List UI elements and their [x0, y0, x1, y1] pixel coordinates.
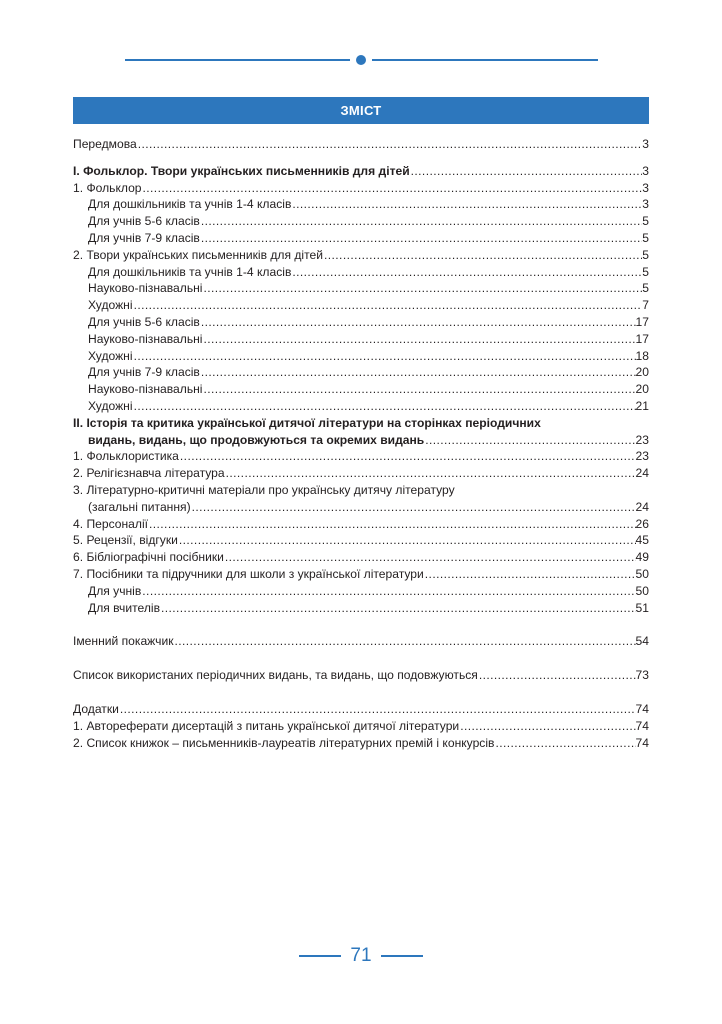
toc-entry[interactable]: Для дошкільників та учнів 1-4 класів ..... 5	[73, 264, 649, 281]
toc-entry-folklore[interactable]: 1. Фольклор ..... 3	[73, 180, 649, 197]
toc-entry[interactable]: 1. Фольклористика ..... 23	[73, 448, 649, 465]
toc-entry-periodicals[interactable]: Список використаних періодичних видань, та видань, що подовжуються ..... 73	[73, 667, 649, 684]
toc-entry[interactable]: 4. Персоналії ..... 26	[73, 516, 649, 533]
toc-entry-index[interactable]: Іменний покажчик ..... 54	[73, 633, 649, 650]
page-number: 71	[350, 945, 372, 966]
toc-entry[interactable]: Для учнів 5-6 класів ..... 17	[73, 314, 649, 331]
toc-entry[interactable]: Художні ..... 21	[73, 398, 649, 415]
contents-title-bar	[73, 97, 649, 124]
toc-entry[interactable]: Для учнів 7-9 класів ..... 5	[73, 230, 649, 247]
toc-section-1[interactable]: І. Фольклор. Твори українських письменників для дітей ..... 3	[73, 163, 649, 180]
toc-entry-preface[interactable]: Передмова ..... 3	[73, 136, 649, 153]
top-decorative-rule-right	[372, 59, 598, 61]
toc-entry[interactable]: Науково-пізнавальні ..... 5	[73, 280, 649, 297]
toc-entry[interactable]: Для учнів 5-6 класів ..... 5	[73, 213, 649, 230]
toc-entry[interactable]: Для вчителів ..... 51	[73, 600, 649, 617]
toc-entry[interactable]: 2. Список книжок – письменників-лауреатів літературних премій і конкурсів ..... 74	[73, 735, 649, 752]
toc-entry-appendix[interactable]: Додатки ..... 74	[73, 701, 649, 718]
toc-entry[interactable]: Для учнів 7-9 класів ..... 20	[73, 364, 649, 381]
footer-rule-right	[381, 955, 423, 957]
toc-entry[interactable]: (загальні питання) ..... 24	[73, 499, 649, 516]
toc-entry[interactable]: Науково-пізнавальні ..... 17	[73, 331, 649, 348]
top-decorative-dot	[356, 55, 366, 65]
toc-entry[interactable]: 2. Релігієзнавча література ..... 24	[73, 465, 649, 482]
toc-entry[interactable]: Художні ..... 7	[73, 297, 649, 314]
toc-entry[interactable]: 6. Бібліографічні посібники ..... 49	[73, 549, 649, 566]
toc-entry[interactable]: Для учнів ..... 50	[73, 583, 649, 600]
table-of-contents	[73, 136, 649, 751]
toc-entry[interactable]: 7. Посібники та підручники для школи з української літератури ..... 50	[73, 566, 649, 583]
toc-entry-works[interactable]: 2. Твори українських письменників для дітей ..... 5	[73, 247, 649, 264]
top-decorative-rule-left	[125, 59, 350, 61]
toc-entry-heading: 3. Літературно-критичні матеріали про українську дитячу літературу	[73, 482, 455, 497]
toc-entry[interactable]: 1. Автореферати дисертацій з питань української дитячої літератури ..... 74	[73, 718, 649, 735]
toc-section-2[interactable]: видань, видань, що продовжуються та окремих видань ..... 23	[73, 432, 649, 449]
toc-entry[interactable]: 5. Рецензії, відгуки ..... 45	[73, 532, 649, 549]
footer-rule-left	[299, 955, 341, 957]
toc-entry[interactable]: Художні ..... 18	[73, 348, 649, 365]
contents-title: ЗМІСТ	[340, 103, 382, 118]
toc-entry[interactable]: Для дошкільників та учнів 1-4 класів ..... 3	[73, 196, 649, 213]
toc-section-2-heading: ІІ. Історія та критика української дитячої літератури на сторінках періодичних	[73, 415, 541, 430]
toc-entry[interactable]: Науково-пізнавальні ..... 20	[73, 381, 649, 398]
